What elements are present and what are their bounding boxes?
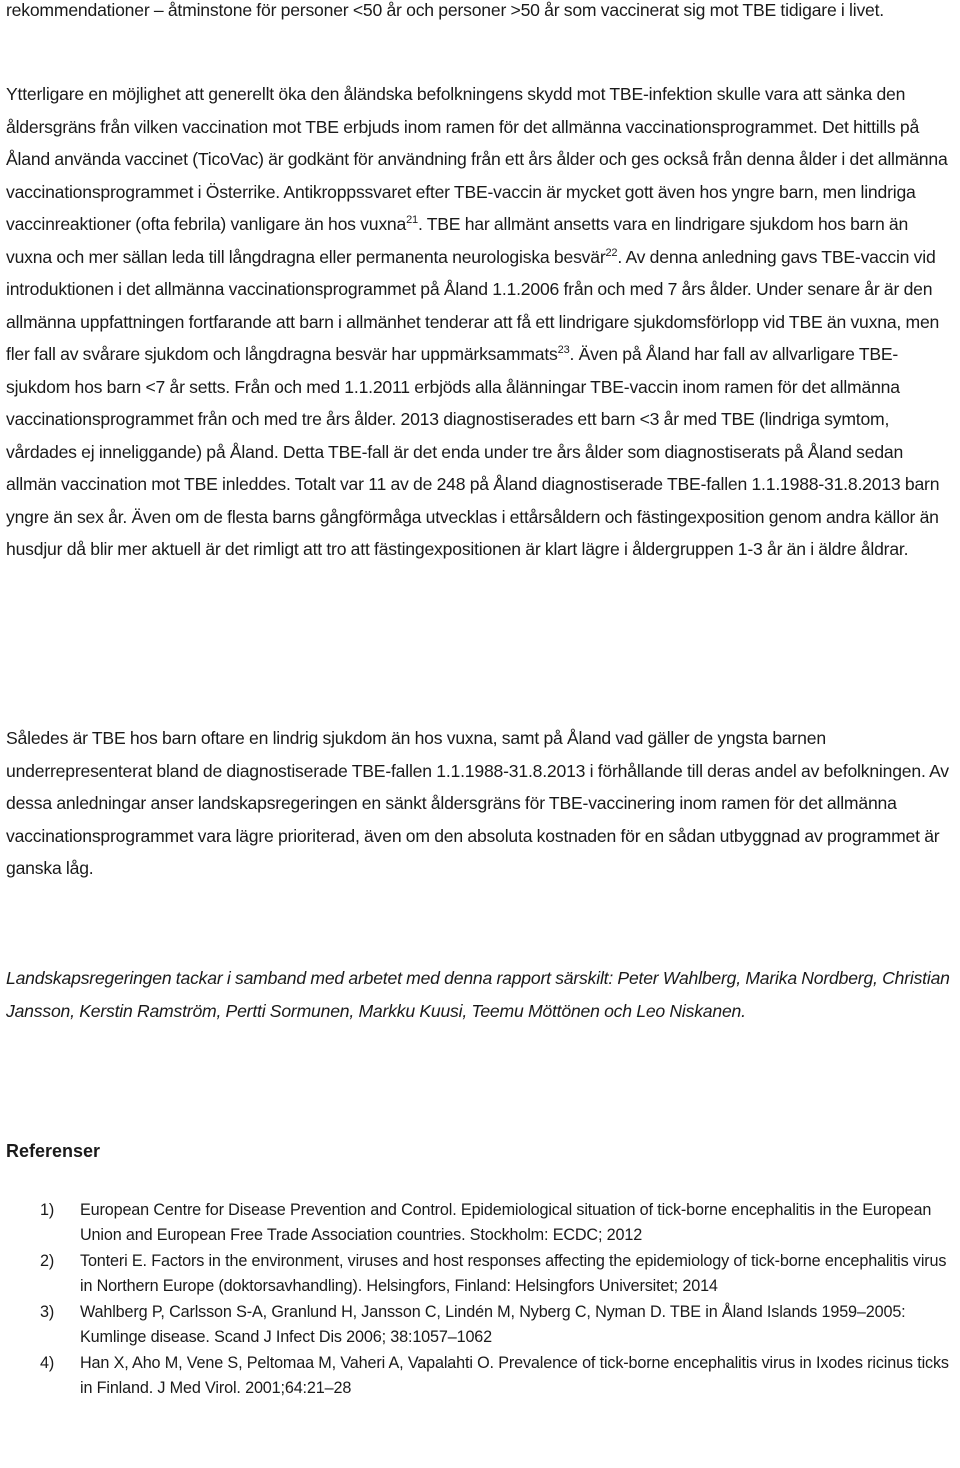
reference-text: Tonteri E. Factors in the environment, viruses and host responses affecting the epidemiology of tick-borne encephalitis virus in Northern Europe (doktorsavhandling). Helsingfors, Finland: Helsingfors Universitet; 2014 bbox=[80, 1252, 947, 1295]
reference-number: 3) bbox=[40, 1303, 55, 1321]
main-text-part-4: . Även på Åland har fall av allvarligare TBE-sjukdom hos barn <7 år setts. Från och med 1.1.2011 erbjöds alla ålänningar TBE-vaccin inom ramen för det allmänna vaccinationsprogrammet från och med tre års ålder. 2013 diagnostiserades ett barn <3 år med TBE (lindriga symtom, vårdades ej inneliggande) på Åland. Detta TBE-fall är det enda under tre års ålder som diagnostiserats på Åland sedan allmän vaccination mot TBE inleddes. Totalt var 11 av de 248 på Åland diagnostiserade TBE-fallen 1.1.1988-31.8.2013 barn yngre än sex år. Även om de flesta barns gångförmåga utvecklas i ettårsåldern och fästingexposition genom andra källor än husdjur då blir mer aktuell är det rimligt att tro att fästingexpositionen är klart lägre i åldergruppen 1-3 år än i äldre åldrar. bbox=[6, 344, 940, 559]
references-list bbox=[6, 1198, 958, 1401]
reference-item bbox=[6, 1198, 958, 1248]
reference-number: 4) bbox=[40, 1354, 55, 1372]
reference-text: Han X, Aho M, Vene S, Peltomaa M, Vaheri A, Vapalahti O. Prevalence of tick-borne encephalitis virus in Ixodes ricinus ticks in Finland. J Med Virol. 2001;64:21–28 bbox=[80, 1354, 949, 1397]
acknowledgement-paragraph: Landskapsregeringen tackar i samband med arbetet med denna rapport särskilt: Peter Wahlberg, Marika Nordberg, Christian Jansson, Kerstin Ramström, Pertti Sormunen, Markku Kuusi, Teemu Möttönen och Leo Niskanen. bbox=[6, 968, 950, 1021]
reference-text: European Centre for Disease Prevention and Control. Epidemiological situation of tick-borne encephalitis in the European Union and European Free Trade Association countries. Stockholm: ECDC; 2012 bbox=[80, 1201, 932, 1244]
conclusion-paragraph: Således är TBE hos barn oftare en lindrig sjukdom än hos vuxna, samt på Åland vad gäller de yngsta barnen underrepresenterat bland de diagnostiserade TBE-fallen 1.1.1988-31.8.2013 i förhållande till deras andel av befolkningen. Av dessa anledningar anser landskapsregeringen en sänkt åldersgräns för TBE-vaccinering inom ramen för det allmänna vaccinationsprogrammet vara lägre prioriterad, även om den absoluta kostnaden för en sådan utbyggnad av programmet är ganska låg. bbox=[6, 728, 949, 878]
references-heading: Referenser bbox=[6, 1141, 101, 1161]
main-paragraph bbox=[6, 78, 958, 566]
reference-item bbox=[6, 1249, 958, 1299]
main-text-part-1: Ytterligare en möjlighet att generellt öka den åländska befolkningens skydd mot TBE-infektion skulle vara att sänka den åldersgräns från vilken vaccination mot TBE erbjuds inom ramen för det allmänna vaccinationsprogrammet. Det hittills på Åland använda vaccinet (TicoVac) är godkänt för användning från ett års ålder och ges också från denna ålder i det allmänna vaccinationsprogrammet i Österrike. Antikroppssvaret efter TBE-vaccin är mycket gott även hos yngre barn, men lindriga vaccinreaktioner (ofta febrila) vanligare än hos vuxna bbox=[6, 84, 948, 234]
main-text-part-3: . Av denna anledning gavs TBE-vaccin vid introduktionen i det allmänna vaccinationsprogrammet på Åland 1.1.2006 från och med 7 års ålder. Under senare år är den allmänna uppfattningen fortfarande att barn i allmänhet tenderar att få ett lindrigare sjukdomsförlopp vid TBE än vuxna, men fler fall av svårare sjukdom och långdragna besvär har uppmärksammats bbox=[6, 246, 940, 364]
footnote-ref-23: 23 bbox=[557, 344, 570, 357]
reference-item bbox=[6, 1300, 958, 1350]
reference-item bbox=[6, 1351, 958, 1401]
reference-number: 1) bbox=[40, 1201, 55, 1219]
footnote-ref-22: 22 bbox=[605, 246, 618, 259]
main-text-part-2: . TBE har allmänt ansetts vara en lindrigare sjukdom hos barn än vuxna och mer sällan leda till långdragna eller permanenta neurologiska besvär bbox=[6, 214, 909, 267]
reference-number: 2) bbox=[40, 1252, 55, 1270]
reference-text: Wahlberg P, Carlsson S-A, Granlund H, Jansson C, Lindén M, Nyberg C, Nyman D. TBE in Åland Islands 1959–2005: Kumlinge disease. Scand J Infect Dis 2006; 38:1057–1062 bbox=[80, 1303, 906, 1346]
footnote-ref-21: 21 bbox=[406, 214, 418, 227]
intro-paragraph: rekommendationer – åtminstone för personer <50 år och personer >50 år som vaccinerat sig mot TBE tidigare i livet. bbox=[6, 0, 884, 20]
